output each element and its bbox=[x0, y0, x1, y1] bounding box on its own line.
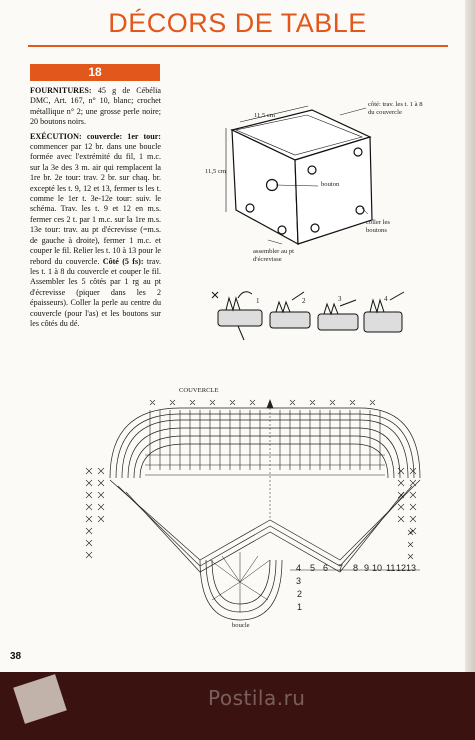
step-4: 4 bbox=[384, 295, 388, 303]
step-3: 3 bbox=[338, 295, 342, 303]
execution-label: EXÉCUTION: couvercle: 1er tour: bbox=[30, 131, 161, 141]
row-number-6: 6 bbox=[323, 563, 329, 573]
step-2: 2 bbox=[302, 297, 306, 305]
step-1: 1 bbox=[256, 297, 260, 305]
row-number-4: 4 bbox=[296, 563, 302, 573]
cote-text: trav. les t. 1 à 8 du couvercle et couper le fil. Assembler les 5 côtés par 1 rg au pt d'écrevisse (piquer dans les 2 épaisseurs). Coller la perle au centre du couvercle (pour l'as) et les boutons sur les côtés du dé. bbox=[30, 256, 161, 328]
row-number-1: 1 bbox=[297, 602, 303, 612]
label-bouton: bouton bbox=[321, 181, 340, 188]
crochet-chart bbox=[86, 400, 420, 620]
row-number-7: 7 bbox=[338, 563, 344, 573]
row-number-13: 13 bbox=[406, 563, 417, 573]
page-title: DÉCORS DE TABLE bbox=[108, 8, 367, 38]
page-number: 38 bbox=[10, 651, 22, 662]
row-number-5: 5 bbox=[310, 563, 316, 573]
chart-title: COUVERCLE bbox=[179, 387, 219, 394]
row-number-10: 10 bbox=[372, 563, 383, 573]
row-number-9: 9 bbox=[364, 563, 370, 573]
chart-boucle: boucle bbox=[232, 622, 250, 629]
row-number-11: 11 bbox=[386, 563, 396, 573]
label-coller: coller les boutons bbox=[366, 219, 390, 234]
step-sketches bbox=[212, 292, 404, 340]
dim-top: 11,5 cm bbox=[254, 112, 275, 119]
dim-side: 11,5 cm bbox=[205, 168, 226, 175]
fournitures-text: 45 g de Cébélia DMC, Art. 167, n° 10, blanc; crochet métallique n° 2; une grosse perle noire; 20 boutons noirs. bbox=[30, 86, 161, 127]
pattern-number: 18 bbox=[30, 64, 160, 81]
box-diagram bbox=[226, 106, 372, 244]
row-number-12: 12 bbox=[396, 563, 407, 573]
row-number-8: 8 bbox=[353, 563, 359, 573]
row-number-2: 2 bbox=[297, 589, 303, 599]
cote-label: Côté (5 fs): bbox=[102, 256, 144, 266]
label-assembler: assembler au pt d'écrevisse bbox=[253, 248, 295, 263]
watermark: Postila.ru bbox=[208, 686, 306, 710]
row-number-3: 3 bbox=[296, 576, 302, 586]
fournitures-label: FOURNITURES: bbox=[30, 86, 92, 95]
label-cote: côté: trav. les t. 1 à 8 du couvercle bbox=[368, 101, 423, 116]
execution-text: commencer par 12 br. dans une boucle formée avec l'extrémité du fil, 1 m.c. sur la 3e des 3 m. air qui remplacent la 1re br. 2e tour: trav. 2 br. sur chaq. br. excepté les t. 9, 12 et 13, fermer ts les t. comme le 1er t. 3e-12e tour: suiv. le schéma. Trav. les t. 9 et 12 en m.s. fermer ces 2 t. par 1 m.c. sur la 1re m.s. 13e tour: trav. au pt d'écrevisse (=m.s. de gauche à droite), fermer 1 m.c. et couper le fil. Relier les t. 10 à 13 pour le rebord du couvercle. bbox=[30, 142, 161, 266]
